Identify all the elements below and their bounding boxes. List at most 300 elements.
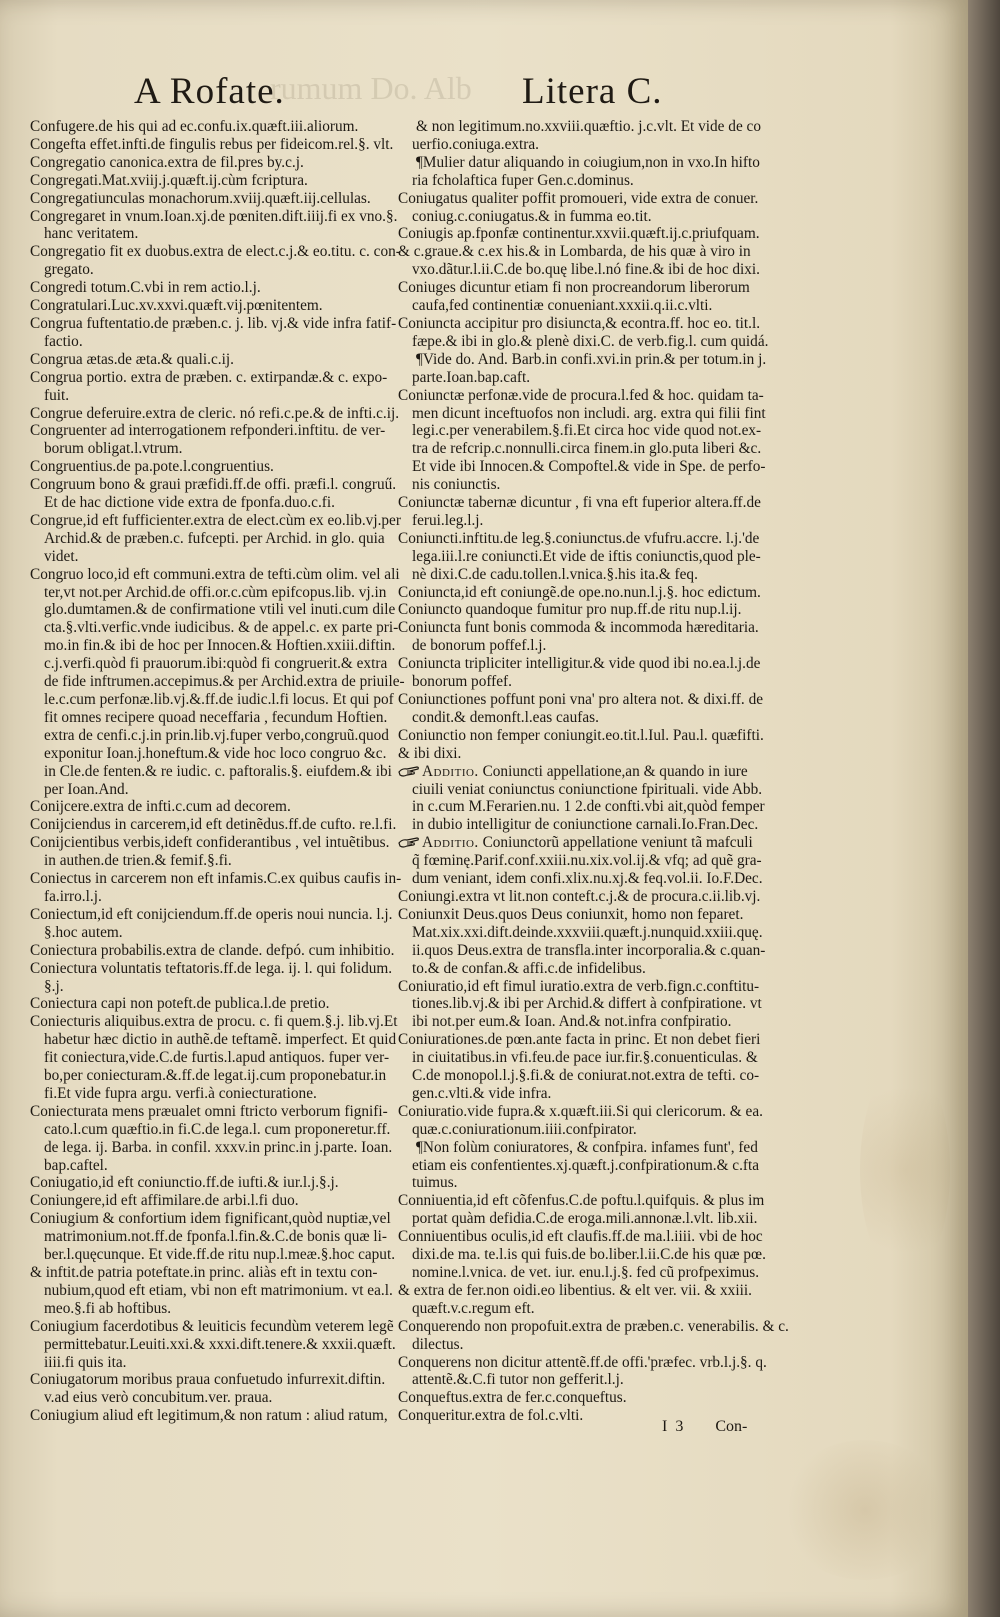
entry-text: bo,per coniecturam.&.ff.de legat.ij.cum proponebatur.in <box>44 1067 387 1085</box>
entry-text: Coniectura probabilis.extra de clande. defpó. cum inhibitio. <box>30 941 395 959</box>
entry-text: & inftit.de patria poteftate.in princ. aliàs eft in textu con- <box>30 1264 378 1281</box>
page-footer <box>662 1418 747 1436</box>
entry-text: Congrua fuftentatio.de præben.c. j. lib. vj.& vide infra fatif- <box>30 314 397 332</box>
entry-line <box>398 1371 808 1389</box>
entry-line <box>30 995 392 1013</box>
entry-line <box>30 1300 392 1318</box>
entry-line <box>30 1121 392 1139</box>
entry-line <box>30 314 397 333</box>
entry-line <box>398 655 808 673</box>
entry-text: Coniugatorum moribus praua confuetudo infurrexit.diftin. <box>30 1371 386 1389</box>
entry-line <box>398 225 808 243</box>
left-column <box>30 118 405 1425</box>
entry-text: habetur hæc dictio in authẽ.de teftamẽ. imperfect. Et quid <box>44 1031 397 1049</box>
entry-text: fuit. <box>44 386 70 404</box>
entry-text: Et de hac dictione vide extra de fponfa.duo.c.fi. <box>44 494 335 512</box>
entry-line <box>398 279 808 297</box>
entry-text: Coniuncta accipitur pro disiuncta,& econtra.ff. hoc eo. tit.l. <box>398 314 761 332</box>
entry-line <box>398 1300 808 1318</box>
entry-text: to.& de confan.& affi.c.de infidelibus. <box>412 959 646 977</box>
entry-text: nis coniunctis. <box>412 476 501 494</box>
running-head-left: A Rofate. <box>134 71 285 112</box>
entry-text: Congredi totum.C.vbi in rem actio.l.j. <box>30 279 261 297</box>
entry-text: gen.c.vlti.& vide infra. <box>412 1084 552 1102</box>
entry-text: Coniugatus qualiter poffit promoueri, vide extra de conuer. <box>398 189 759 207</box>
entry-line <box>30 763 392 781</box>
entry-line <box>398 673 808 691</box>
show-through-text: rumum Do. Alb <box>270 70 472 106</box>
entry-line <box>398 136 808 154</box>
entry-text: fi.Et vide fupra argu. verfi.à coniecturatione. <box>44 1084 317 1102</box>
entry-text: Congruum bono & graui præfidi.ff.de offi. præfi.l. congruű. <box>30 476 397 494</box>
entry-text: nubium,quod eft etiam, vbi non eft matrimonium. vt ea.l. <box>44 1281 393 1299</box>
entry-line <box>398 924 808 942</box>
additio-label: Additio. <box>422 834 479 852</box>
entry-line <box>30 1282 392 1300</box>
entry-line <box>30 1335 396 1354</box>
entry-line <box>30 906 392 924</box>
entry-text: Congrua portio. extra de præben. c. extirpandæ.& c. expo- <box>30 368 388 386</box>
entry-line <box>30 1318 392 1336</box>
entry-line <box>30 637 396 655</box>
entry-text: Congrua ætas.de æta.& quali.c.ij. <box>30 350 234 368</box>
entry-line <box>398 261 808 279</box>
entry-text: Coniuncto quandoque fumitur pro nup.ff.de ritu nup.l.ij. <box>398 601 742 619</box>
entry-text: men dicunt inceftuofos non includi. arg. extra qui filii fint <box>412 404 766 422</box>
entry-line <box>30 1407 392 1425</box>
entry-text: §.hoc autem. <box>44 923 123 941</box>
entry-text: Congruentius.de pa.pote.l.congruentius. <box>30 458 274 476</box>
entry-text: de fide inftrumen.accepimus.& per Archid.extra de priuile- <box>44 673 405 691</box>
entry-line <box>30 225 392 243</box>
entry-text: Conquerens non dicitur attentẽ.ff.de offi.'præfec. vrb.l.j.§. q. <box>398 1353 767 1371</box>
entry-text: iiii.fi quis ita. <box>44 1353 127 1371</box>
entry-text: tuimus. <box>412 1174 458 1192</box>
entry-line <box>398 243 808 261</box>
entry-line <box>30 816 397 834</box>
entry-line <box>398 852 808 870</box>
entry-text: de lega. ij. Barba. in confil. xxxv.in princ.in j.parte. Ioan. <box>44 1138 393 1156</box>
entry-text: in dubio intelligitur de coniunctione carnali.Io.Fran.Dec. <box>412 816 759 834</box>
entry-text: factio. <box>44 332 83 350</box>
entry-line <box>30 852 392 870</box>
entry-line <box>30 1049 392 1067</box>
entry-line <box>398 494 808 512</box>
entry-text: ciuili veniat coniunctus coniunctione fpirituali. vide Abb. <box>412 780 763 798</box>
entry-line <box>30 1228 392 1246</box>
entry-text: Coniunctio non femper coniungit.eo.tit.l.Iul. Pau.l. quæfifti. <box>398 726 764 744</box>
entry-line <box>398 315 808 333</box>
entry-text: bonorum poffef. <box>412 673 512 691</box>
entry-text: v.ad eius verò concubitum.ver. praua. <box>44 1389 273 1407</box>
entry-line <box>398 1121 808 1139</box>
entry-text: Coniunctæ perfonæ.vide de procura.l.fed & hoc. quidam ta- <box>398 386 764 404</box>
entry-text: de bonorum poffef.l.j. <box>412 637 547 655</box>
entry-line <box>398 1210 808 1228</box>
entry-line <box>398 566 808 584</box>
entry-line <box>398 727 808 745</box>
entry-line <box>30 1192 392 1210</box>
entry-text: hanc veritatem. <box>44 225 139 243</box>
entry-text: vxo.dãtur.l.ii.C.de bo.quę libe.l.nó fine.& ibi de hoc dixi. <box>412 261 760 279</box>
entry-line <box>398 637 808 655</box>
entry-text: nè dixi.C.de cadu.tollen.l.vnica.§.his ita.& feq. <box>412 565 698 583</box>
entry-line <box>398 1031 808 1049</box>
entry-line <box>30 440 392 458</box>
entry-line <box>30 691 392 709</box>
entry-text: fa.irro.l.j. <box>44 887 102 905</box>
entry-text: Coniectura capi non poteft.de publica.l.de pretio. <box>30 995 330 1013</box>
entry-text: cta.§.vlti.verfic.vnde iudicibus. & de appel.c. ex parte pri- <box>44 619 399 637</box>
entry-text: ii.quos Deus.extra de transfla.inter incorporalia.& c.quan- <box>412 941 766 959</box>
entry-line <box>30 207 398 226</box>
entry-line <box>30 888 392 906</box>
entry-line <box>398 1228 808 1246</box>
entry-line <box>30 458 392 476</box>
entry-line <box>398 458 808 476</box>
entry-text: ria fcholaftica fuper Gen.c.dominus. <box>412 171 634 189</box>
entry-line <box>398 1282 808 1300</box>
entry-text: nomine.l.vnica. de vet. iur. enu.l.j.§. fed cũ profpeximus. <box>412 1264 760 1281</box>
entry-line <box>30 369 392 387</box>
entry-line <box>398 208 808 226</box>
entry-text: Coniugium & confortium idem fignificant,quòd nuptiæ,vel <box>30 1210 391 1228</box>
entry-line <box>398 1336 808 1354</box>
entry-text: dilectus. <box>412 1335 464 1353</box>
entry-text: Coniuges dicuntur etiam fi non procreandorum liberorum <box>398 279 750 297</box>
entry-line <box>398 1103 808 1121</box>
entry-text: glo.dumtamen.& de confirmatione vtili vel inuti.cum dile <box>44 601 396 619</box>
entry-line <box>398 1049 808 1067</box>
entry-text: Mat.xix.xxi.dift.deinde.xxxviii.quæft.j.nunquid.xxiii.quę. <box>412 923 763 941</box>
entry-text: Conquerendo non propofuit.extra de præben.c. venerabilis. & c. <box>398 1317 789 1335</box>
entry-line <box>30 351 392 369</box>
entry-line <box>30 387 392 405</box>
entry-text: tra de refcrip.c.nonnulli.circa finem.in glo.puta liberi &c. <box>412 440 762 458</box>
entry-text: Conijciendus in carcerem,id eft detinẽdus.ff.de cufto. re.l.fi. <box>30 816 397 834</box>
entry-line <box>30 1103 392 1121</box>
entry-text: exponitur Ioan.j.honeftum.& vide hoc loco congruo &c. <box>44 744 387 762</box>
entry-text: ¶Non folùm coniuratores, & confpira. infames funt', fed <box>416 1138 758 1156</box>
entry-text: videt. <box>44 547 79 565</box>
entry-text: dum veniant, idem confi.xlix.nu.xj.& feq.vol.ii. Io.F.Dec. <box>412 870 763 888</box>
entry-text: Coniuratio.vide fupra.& x.quæft.iii.Si qui clericorum. & ea. <box>398 1102 763 1120</box>
entry-text: cato.l.cum quæftio.in fi.C.de lega.l. cum proponeretur.ff. <box>44 1120 391 1138</box>
entry-line <box>398 369 808 387</box>
entry-text: Congregatio canonica.extra de fil.pres by.c.j. <box>30 153 304 171</box>
entry-text: matrimonium.not.ff.de fponfa.l.fin.&.C.de bonis quæ li- <box>44 1228 388 1246</box>
entry-line <box>30 1067 392 1085</box>
entry-text: Congruenter ad interrogationem refponderi.inftitu. de ver- <box>30 422 386 440</box>
entry-line <box>30 978 392 996</box>
entry-line <box>398 781 808 799</box>
additio-label: Additio. <box>422 762 479 780</box>
entry-line <box>30 1174 392 1192</box>
binding-edge <box>968 0 1000 1617</box>
entry-line <box>398 1067 808 1085</box>
entry-line <box>30 655 392 673</box>
entry-text: Coniectura voluntatis teftatoris.ff.de lega. ij. l. qui folidum. <box>30 959 393 977</box>
entry-line <box>30 1139 392 1157</box>
entry-line <box>30 870 402 888</box>
entry-text: Coniecturata mens præualet omni ftricto verborum fignifi- <box>30 1102 388 1120</box>
entry-line <box>30 333 392 351</box>
entry-text: Coniunctæ tabernæ dicuntur , fi vna eft fuperior altera.ff.de <box>398 494 761 512</box>
entry-line <box>30 1085 392 1103</box>
paper-stain <box>860 1060 950 1280</box>
catchword: Con- <box>715 1418 748 1435</box>
entry-line <box>398 1264 808 1282</box>
entry-text: Coniecturis aliquibus.extra de procu. c. fi quem.§.j. lib.vj.Et <box>30 1013 398 1031</box>
entry-text: ferui.leg.l.j. <box>412 511 484 529</box>
entry-text: fæpe.& ibi in glo.& plenè dixi.C. de verb.fig.l. cum quidá. <box>412 332 769 350</box>
entry-line <box>398 709 808 727</box>
entry-line <box>398 1174 808 1192</box>
entry-line <box>30 422 392 440</box>
entry-line <box>398 816 808 834</box>
entry-text: ter,vt not.per Archid.de offi.or.c.cùm epifcopus.lib. vj.in <box>44 583 387 601</box>
entry-line <box>398 691 808 709</box>
entry-text: Coniurationes.de pœn.ante facta in princ. Et non debet fieri <box>398 1031 761 1049</box>
entry-line <box>398 978 808 996</box>
entry-text: Archid.& de præben.c. fufcepti. per Archid. in glo. quia <box>44 529 385 547</box>
entry-line <box>30 673 405 691</box>
paper-stain <box>780 1440 950 1580</box>
entry-text: Et vide ibi Innocen.& Compoftel.& vide in Spe. de perfo- <box>412 458 766 476</box>
entry-line <box>30 1264 392 1282</box>
entry-text: per Ioan.And. <box>44 780 129 798</box>
entry-line <box>30 154 392 172</box>
entry-line <box>398 1192 808 1210</box>
pointing-hand-icon <box>398 763 420 779</box>
entry-text: Conijcientibus verbis,ideft confiderantibus , vel intuẽtibus. <box>30 834 390 852</box>
entry-line <box>30 1389 392 1407</box>
entry-line <box>398 745 808 763</box>
entry-line <box>30 601 396 619</box>
entry-line <box>398 530 808 548</box>
entry-text: Conijcere.extra de infti.c.cum ad decorem. <box>30 798 291 816</box>
entry-text: & extra de fer.non oidi.eo libentius. & elt ver. vii. & xxiii. <box>398 1281 752 1299</box>
entry-line <box>398 548 808 566</box>
entry-line <box>398 422 808 440</box>
entry-line <box>30 172 392 190</box>
entry-line <box>30 941 395 960</box>
entry-text: Coniungere,id eft affimilare.de arbi.l.fi duo. <box>30 1192 299 1210</box>
running-head-right: Litera C. <box>522 71 663 112</box>
entry-line <box>30 960 392 978</box>
entry-text: Coniectum,id eft conijciendum.ff.de operis noui nuncia. l.j. <box>30 905 393 923</box>
entry-line <box>30 1246 396 1264</box>
entry-line <box>398 906 808 924</box>
entry-line <box>30 1354 392 1372</box>
entry-line <box>398 1389 808 1407</box>
entry-line <box>30 190 392 208</box>
entry-line <box>30 1157 392 1175</box>
entry-text: coniug.c.coniugatus.& in fumma eo.tit. <box>412 207 652 225</box>
entry-line <box>398 118 808 136</box>
entry-text: fit omnes recipere quoad neceffaria , fecundum Hoftien. <box>44 708 388 726</box>
entry-text: Coniectus in carcerem non eft infamis.C.ex quibus caufis in- <box>30 870 402 888</box>
entry-line <box>398 440 808 458</box>
entry-text: q̃ fœminę.Parif.conf.xxiii.nu.xix.vol.ij.& vfq; ad quẽ gra- <box>412 852 762 870</box>
entry-line <box>398 190 808 208</box>
entry-line <box>398 512 808 530</box>
entry-line <box>398 995 808 1013</box>
entry-line <box>30 584 392 602</box>
entry-text: parte.Ioan.bap.caft. <box>412 368 531 386</box>
entry-line <box>398 1139 808 1157</box>
entry-text: Coniuncta,id eft coniungẽ.de ope.no.nun.l.j.§. hoc edictum. <box>398 583 761 601</box>
entry-line <box>30 530 392 548</box>
entry-text: Conqueritur.extra de fol.c.vlti. <box>398 1407 584 1425</box>
entry-text: caufa,fed continentiæ conueniant.xxxii.q.ii.c.vlti. <box>412 297 713 315</box>
entry-line <box>30 118 392 136</box>
entry-text: lega.iii.l.re coniuncti.Et vide de iftis coniunctis,quod ple- <box>412 547 761 565</box>
pointing-hand-icon <box>398 834 420 850</box>
entry-line <box>398 1085 808 1103</box>
entry-text: extra de cenfi.c.j.in prin.lib.vj.fuper verbo,congruũ.quod <box>44 726 389 744</box>
entry-line <box>398 405 808 423</box>
entry-line <box>398 297 808 315</box>
entry-text: Congregaret in vnum.Ioan.xj.de pœniten.dift.iiij.fi ex vno.§. <box>30 207 398 225</box>
entry-text: attentẽ.&.C.fi tutor non gefferit.l.j. <box>412 1371 624 1389</box>
entry-line <box>30 243 401 261</box>
entry-text: & non legitimum.no.xxviii.quæftio. j.c.vlt. Et vide de co <box>416 118 761 135</box>
entry-line <box>30 924 392 942</box>
entry-line <box>30 745 392 763</box>
entry-text: Congrue,id eft fufficienter.extra de elect.cùm ex eo.lib.vj.per <box>30 511 401 529</box>
entry-line <box>30 1210 392 1228</box>
entry-text: bap.caftel. <box>44 1156 108 1174</box>
entry-text: in authen.de trien.& femif.§.fi. <box>44 852 232 870</box>
entry-line <box>398 1013 808 1031</box>
entry-text: Coniunxit Deus.quos Deus coniunxit, homo non feparet. <box>398 905 744 923</box>
entry-line <box>30 404 400 423</box>
entry-text: mo.in fin.& ibi de hoc per Innocen.& Hoftien.xxiii.diftin. <box>44 637 396 655</box>
entry-text: in Cle.de fenten.& re iudic. c. paftoralis.§. eiufdem.& ibi <box>44 762 392 780</box>
entry-text: Coniuncti appellatione,an & quando in iure <box>478 762 748 780</box>
entry-text: Congratulari.Luc.xv.xxvi.quæft.vij.pœnitentem. <box>30 297 323 315</box>
entry-text: Congrue deferuire.extra de cleric. nó refi.c.pe.& de infti.c.ij. <box>30 404 400 422</box>
entry-line <box>30 619 399 637</box>
entry-line <box>30 1371 392 1389</box>
entry-line <box>30 781 392 799</box>
entry-text: Conqueftus.extra de fer.c.conqueftus. <box>398 1389 627 1407</box>
entry-line <box>30 727 392 745</box>
entry-line <box>398 1318 808 1336</box>
entry-text: Congregatiunculas monachorum.xviij.quæft.iij.cellulas. <box>30 189 371 207</box>
entry-text: in c.cum M.Ferarien.nu. 1 2.de confti.vbi ait,quòd femper <box>412 798 765 816</box>
entry-line <box>398 333 808 351</box>
entry-text: Coniungi.extra vt lit.non conteft.c.j.& de procura.c.ii.lib.vj. <box>398 887 761 905</box>
entry-line <box>30 1031 397 1049</box>
entry-line <box>398 960 808 978</box>
entry-text: quæft.v.c.regum eft. <box>412 1299 535 1317</box>
entry-text: & c.graue.& c.ex his.& in Lombarda, de his quæ à viro in <box>398 243 751 261</box>
signature-mark: I 3 <box>662 1418 684 1435</box>
entry-text: etiam eis confentientes.xj.quæft.j.confpirationum.& c.fta <box>412 1156 760 1174</box>
entry-text: Confugere.de his qui ad ec.confu.ix.quæft.iii.aliorum. <box>30 118 359 135</box>
entry-text: Congefta effet.infti.de fingulis rebus per fideicom.rel.§. vlt. <box>30 135 394 153</box>
entry-text: Coniugium facerdotibus & leuiticis fecundùm veterem legẽ <box>30 1317 394 1335</box>
entry-text: dixi.de ma. te.l.is qui fuis.de bo.liber.l.ii.C.de his quæ pœ. <box>412 1246 766 1264</box>
entry-text: §.j. <box>44 977 64 995</box>
entry-line <box>30 279 392 297</box>
entry-text: Congregatio fit ex duobus.extra de elect.c.j.& eo.titu. c. con- <box>30 243 401 261</box>
entry-text: borum obligat.l.vtrum. <box>44 440 183 458</box>
entry-text: ¶Vide do. And. Barb.in confi.xvi.in prin.& per totum.in j. <box>416 350 767 368</box>
entry-text: Coniuncti.inftitu.de leg.§.coniunctus.de vfufru.accre. l.j.'de <box>398 529 760 547</box>
entry-text: uerfio.coniuga.extra. <box>412 135 539 153</box>
entry-text: Conniuentibus oculis,id eft claufis.ff.de ma.l.iiii. vbi de hoc <box>398 1228 763 1246</box>
entry-text: legi.c.per venerabilem.§.fi.Et circa hoc vide quod not.ex- <box>412 422 762 440</box>
entry-text: quæ.c.coniurationum.iiii.confpirator. <box>412 1120 637 1138</box>
entry-text: ber.l.quęcunque. Et vide.ff.de ritu nup.l.meæ.§.hoc caput. <box>44 1246 396 1264</box>
entry-line <box>398 1246 808 1264</box>
entry-line <box>398 834 808 852</box>
entry-text: in ciuitatibus.in vfi.feu.de pace iur.fir.§.conuenticulas. & <box>412 1049 758 1067</box>
entry-text: Congregati.Mat.xviij.j.quæft.ij.cùm fcriptura. <box>30 171 308 189</box>
entry-line <box>30 834 392 852</box>
entry-line <box>398 763 808 781</box>
entry-text: tiones.lib.vj.& ibi per Archid.& differt à confpiratione. vt <box>412 995 762 1013</box>
entry-text: Congruo loco,id eft communi.extra de tefti.cùm olim. vel ali <box>30 565 400 583</box>
entry-text: C.de monopol.l.j.§.fi.& de coniurat.not.extra de tefti. co- <box>412 1067 760 1085</box>
entry-line <box>398 870 808 888</box>
entry-text: permittebatur.Leuiti.xxi.& xxxi.dift.tenere.& xxxii.quæft. <box>44 1335 396 1353</box>
entry-line <box>30 511 401 530</box>
entry-line <box>30 297 392 315</box>
entry-text: ¶Mulier datur aliquando in coiugium,non in vxo.In hifto <box>416 153 760 171</box>
entry-line <box>398 154 808 172</box>
entry-text: Coniuratio,id eft fimul iuratio.extra de verb.fign.c.conftitu- <box>398 977 760 995</box>
entry-line <box>398 601 808 619</box>
entry-line <box>398 584 808 602</box>
entry-text: Coniunctorũ appellatione veniunt tã mafculi <box>478 834 753 852</box>
entry-text: portat quàm defidia.C.de eroga.mili.annonæ.l.vlt. lib.xii. <box>412 1210 758 1228</box>
entry-line <box>398 351 808 369</box>
entry-line <box>398 619 808 637</box>
entry-line <box>30 494 392 512</box>
entry-text: meo.§.fi ab hoftibus. <box>44 1299 172 1317</box>
entry-text: c.j.verfi.quòd fi prauorum.ibi:quòd fi congruerit.& extra <box>44 655 388 673</box>
entry-line <box>30 548 392 566</box>
entry-line <box>398 1157 808 1175</box>
entry-text: Coniuncta tripliciter intelligitur.& vide quod ibi no.ea.l.j.de <box>398 655 761 673</box>
entry-line <box>398 1354 808 1372</box>
entry-text: ibi not.per eum.& Ioan. And.& not.infra confpiratio. <box>412 1013 732 1031</box>
entry-line <box>30 565 400 584</box>
entry-line <box>398 942 808 960</box>
entry-text: Coniugis ap.fponfæ continentur.xxvii.quæft.ij.c.priufquam. <box>398 225 760 243</box>
entry-line <box>398 172 808 190</box>
entry-line <box>30 709 392 727</box>
entry-text: Conniuentia,id eft cõfenfus.C.de poftu.l.quifquis. & plus im <box>398 1192 765 1210</box>
entry-text: Coniuncta funt bonis commoda & incommoda hæreditaria. <box>398 619 759 637</box>
entry-line <box>30 1013 398 1031</box>
entry-line <box>398 888 808 906</box>
entry-text: le.c.cum perfonæ.lib.vj.&.ff.de iudic.l.fi locus. Et qui pof <box>44 691 394 708</box>
entry-line <box>30 136 392 154</box>
entry-line <box>30 261 392 279</box>
right-column <box>398 118 808 1425</box>
entry-text: Coniunctiones poffunt poni vna' pro altera not. & dixi.ff. de <box>398 691 764 708</box>
entry-text: Coniugium aliud eft legitimum,& non ratum : aliud ratum, <box>30 1407 388 1425</box>
entry-text: condit.& demonft.l.eas caufas. <box>412 708 599 726</box>
entry-line <box>30 798 392 816</box>
entry-text: & ibi dixi. <box>398 744 462 762</box>
entry-line <box>30 476 397 494</box>
